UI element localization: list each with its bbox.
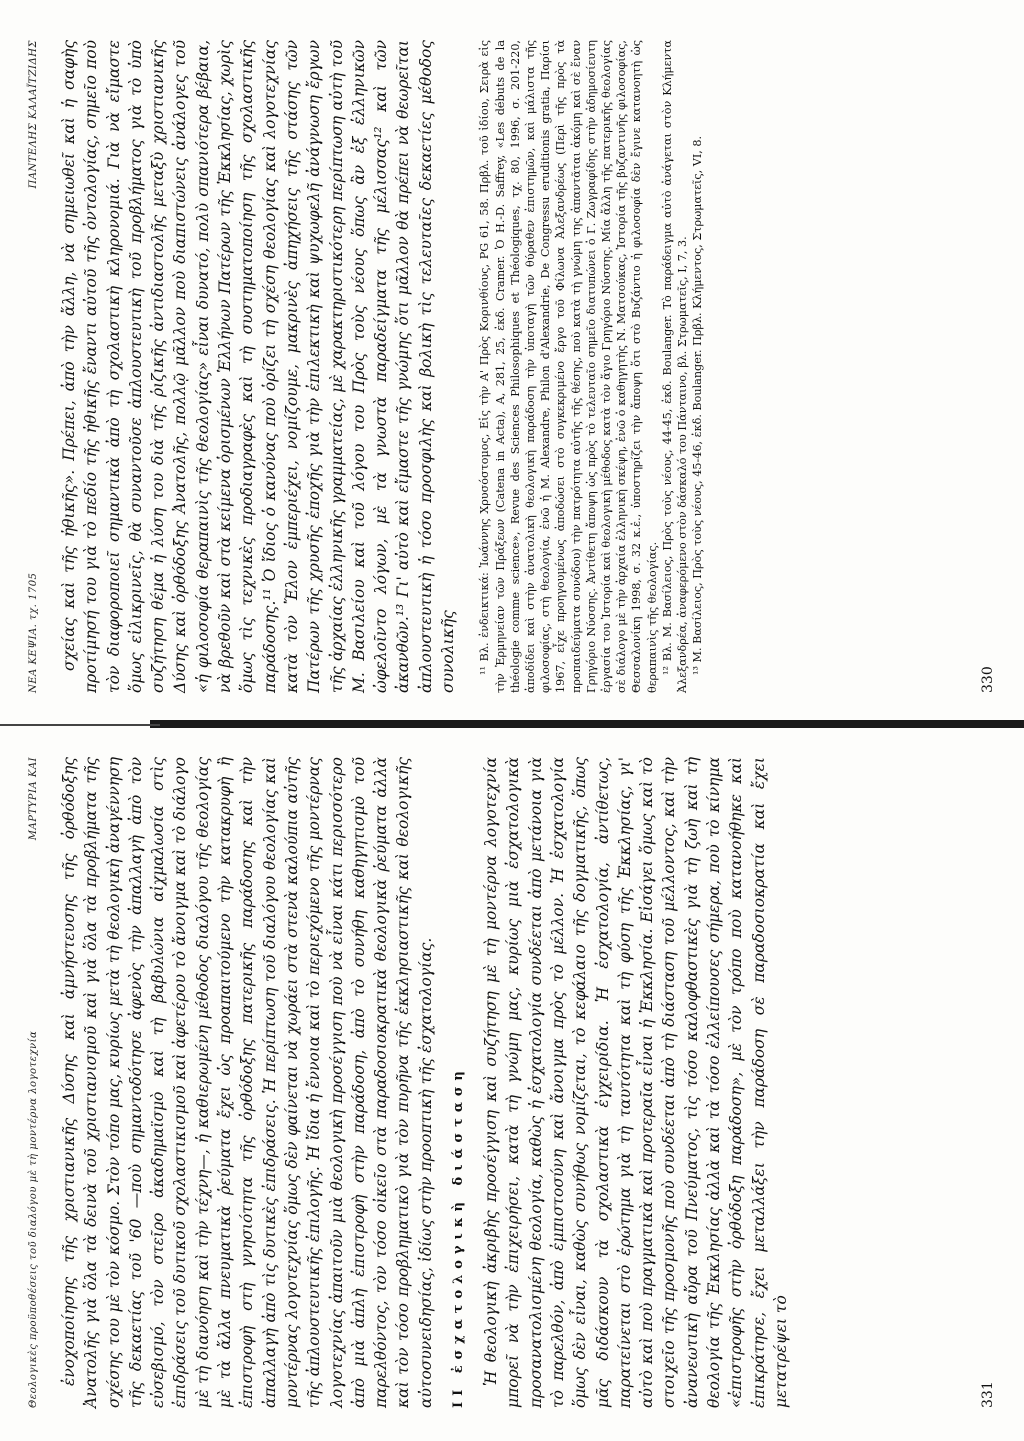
running-head-left: Θεολογικὲς προϋποθέσεις τοῦ διαλόγου μὲ τὴ μοντέρνα λογοτεχνία: [28, 1030, 39, 1408]
page-number: 331: [980, 1381, 996, 1408]
footnote-13: ¹³ Μ. Βασίλειος, Πρὸς τοὺς νέους, 45-46, ἐκδ. Boulanger. Πρβλ. Κλήμεντος, Στρωματεῖς, VI, 8.: [691, 135, 705, 675]
right-page: [28, 745, 996, 1420]
footnotes: [477, 28, 705, 705]
paragraph: σχείας καὶ τῆς ἠθικῆς». Πρέπει, ἀπὸ τὴν ἄλλη, νὰ σημειωθεῖ καὶ ἡ σαφὴς προτίμησή του γιὰ τὸ πεδίο τῆς ἠθικῆς ἔναντι αὐτοῦ τῆς ὀντολογίας, σημεῖο ποὺ τὸν διαφοροποιεῖ σημαντικὰ ἀπὸ τὴ σχολαστικὴ κληρονομιά. Γιὰ νὰ εἴμαστε ὅμως εἰλικρινεῖς, θὰ συναντοῦσε ἀπλουστευτικὴ τοῦ προβλήματος γιὰ τὸ ὑπὸ συζήτηση θέμα ἡ λύση του διὰ τῆς ῥιζικῆς ἀντιδιαστολῆς μεταξὺ χριστιανικῆς Δύσης καὶ ὀρθόδοξης Ἀνατολῆς, πολλῷ μᾶλλον ποὺ διαπιστώνεις ἀνάλογες τοῦ «ἡ φιλοσοφία θεραπαινὶς τῆς θεολογίας» εἶναι δυνατό, πολὺ σπανιότερα βέβαια, νὰ βρεθοῦν καὶ στὰ κείμενα ὁρισμένων Ἑλλήνων Πατέρων τῆς Ἐκκλησίας, χωρὶς ὅμως τὶς τεχνικὲς προδιαγραφὲς καὶ τὴ συστηματοποίηση τῆς σχολαστικῆς παράδοσης.¹¹ Ὁ ἴδιος ὁ κανόνας ποὺ ὁρίζει τὴ σχέση θεολογίας καὶ λογοτεχνίας κατὰ τὸν Ἔλον ἐμπεριέχει, νομίζουμε, μακρινὲς ἀπηχήσεις τῆς στάσης τῶν Πατέρων τῆς χρυσῆς ἐποχῆς γιὰ τὴν ἐπιλεκτικὴ καὶ ψυχωφελῆ ἀνάγνωση ἔργων τῆς ἀρχαίας ἑλληνικῆς γραμματείας, μὲ χαρακτηριστικότερη περίπτωση αὐτὴ τοῦ Μ. Βασιλείου καὶ τοῦ λόγου του Πρὸς τοὺς νέους ὅπως ἂν ἐξ ἑλληνικῶν ὠφελοῖντο λόγων, μὲ τὰ γνωστὰ παραδείγματα τῆς μέλισσας¹² καὶ τῶν ἀκανθῶν.¹³ Γι' αὐτὸ καὶ εἴμαστε τῆς γνώμης ὅτι μᾶλλον θὰ πρέπει νὰ θεωρεῖται ἀπλουστευτικὴ ἡ τόσο προσφιλὴς καὶ βολικὴ τὶς τελευταῖες δεκαετίες μέθοδος συνολικῆς: [60, 40, 458, 693]
book-gutter: [0, 714, 1024, 734]
running-head-right: ΠΑΝΤΕΛΗΣ ΚΑΛΑΪΤΖΙΔΗΣ: [28, 40, 39, 189]
running-head: [28, 28, 54, 705]
footnote-11: ¹¹ Βλ. ἐνδεικτικά: Ἰωάννης Χρυσόστομος, Εἰς τὴν Α' Πρὸς Κορινθίους, PG 61, 58. Πρβλ. τοῦ ἰδίου, Σειρὰ εἰς τὴν Ἑρμηνείαν τῶν Πράξεων (Catena in Acta), Α, 281, 25, ἐκδ. Cramer. Ὁ H.-D. Saffrey, «Les débuts de la théologie comme science», Revue des Sciences Philosophiques et Théologiques, τχ. 80, 1996, σ. 201-220, ἀποδίδει καὶ στὴν ἀνατολικὴ θεολογικὴ παράδοση τὴν ὑποταγὴ τῶν θύραθεν ἐπιστημῶν, καὶ μάλιστα τῆς φιλοσοφίας, στὴ θεολογία, ἐνῶ ἡ M. Alexandre, Philon d'Alexandrie, De Congressu eruditionis gratia, Παρίσι 1967, εἶχε προηγουμένως ἀποδώσει στὸ συγκεκριμένο ἔργο τοῦ Φίλωνα Ἀλεξανδρέως (Περὶ τῆς πρὸς τὰ προπαιδεύματα συνόδου) τὴν πατρότητα αὐτῆς τῆς θέσης, ποὺ κατὰ τὴ γνώμη της ἀπαντᾶται ἀκόμη καὶ σὲ ἕναν Γρηγόριο Νύσσης. Ἀντίθετη ἄποψη ὡς πρὸς τὸ τελευταῖο σημεῖο διατυπώνει ὁ Γ. Ζωγραφίδης στὴν ἀδημοσίευτη ἐργασία του Ἱστορία καὶ θεολογικὴ μέθοδος κατὰ τὸν ἅγιο Γρηγόριο Νύσσης. Μία ἄλλη τῆς πατερικῆς θεολογίας σὲ διάλογο μὲ τὴν ἀρχαία ἑλληνικὴ σκέψη, ἐνῶ ὁ καθηγητὴς Ν. Ματσούκας, Ἱστορία τῆς βυζαντινῆς φιλοσοφίας, Θεσσαλονίκη 1998, σ. 32 κ.ἑ., ὑποστηρίζει τὴν ἄποψη ὅτι στὸ Βυζάντιο ἡ φιλοσοφία δὲν ἔγινε κατανοητὴ ὡς θεραπαινὶς τῆς θεολογίας.: [478, 40, 659, 693]
running-head: [28, 745, 54, 1420]
body-text: [54, 745, 437, 1420]
running-head-left: ΝΕΑ ΚΕΨΙΑ. τχ. 1705: [28, 572, 39, 693]
paragraph: Ἡ θεολογικὴ ἀκριβὴς προσέγγιση καὶ συζήτηση μὲ τὴ μοντέρνα λογοτεχνία μπορεῖ νὰ τὴν ἐπιχειρήσει, κατὰ τὴ γνώμη μας, κυρίως μιὰ ἐσχατολογικὰ προσανατολισμένη θεολογία, καθὼς ἡ ἐσχατολογία συνδέεται ἀπὸ μετάνοια γιὰ τὸ παρελθόν, ἀπὸ ἐμπιστοσύνη καὶ ἄνοιγμα πρὸς τὸ μέλλον. Ἡ ἐσχατολογία ὅμως δὲν εἶναι, καθὼς συνήθως νομίζεται, τὸ κεφάλαιο τῆς δογματικῆς, ὅπως μᾶς διδάσκουν τὰ σχολαστικὰ ἐγχειρίδια. Ἡ ἐσχατολογία, ἀντίθετως, παρατείνεται στὸ ἐρώτημα γιὰ τὴ ταυτότητα καὶ τὴ φύση τῆς Ἐκκλησίας, γι' αὐτὸ καὶ ποὺ πραγματικὰ καὶ προτεραῖα εἶναι ἡ Ἐκκλησία. Εἰσάγει ὅμως καὶ τὸ στοιχεῖο τῆς προσμονῆς ποὺ συνδέεται ἀπὸ τὴ διάσταση τοῦ μέλλοντος, καὶ τὴν ἀνανεωτικὴ αὔρα τοῦ Πνεύματος, τὶς τόσο καλοφθαστικὲς γιὰ τὴ ζωὴ καὶ τὴ θεολογία τῆς Ἐκκλησίας ἀλλὰ καὶ τὰ τόσο ἐλλείπουσες σήμερα, ποὺ τὸ κίνημα «ἐπιστροφῆς στὴν ὀρθόδοξη παράδοση», μὲ τὸν τρόπο ποὺ κατανοήθηκε καὶ ἐπικράτησε, ἔχει μεταλλάξει τὴν παράδοση σὲ παραδοσιοκρατία καὶ ἔχει μετατρέψει τὸ: [482, 757, 790, 1408]
section-heading: ΙΙ ἐσχατολογικὴ διάσταση: [451, 1065, 467, 1408]
paragraph: ἐνοχοποίησης τῆς χριστιανικῆς Δύσης καὶ ἀμνήστευσης τῆς ὀρθόδοξης Ἀνατολῆς γιὰ ὅλα τὰ δεινὰ τοῦ χριστιανισμοῦ καὶ γιὰ ὅλα τὰ προβλήματα τῆς σχέσης του μὲ τὸν κόσμο. Στὸν τόπο μας, κυρίως μετὰ τὴ θεολογικὴ ἀναγέννηση τῆς δεκαετίας τοῦ '60 —ποὺ σημαντοδότησε ἀφενὸς τὴν ἀπαλλαγὴ ἀπὸ τὸν εὐσεβισμό, τὸν στεῖρο ἀκαδημαϊσμὸ καὶ τὴ βαβυλώνια αἰχμαλωσία στὶς ἐπιδράσεις τοῦ δυτικοῦ σχολαστικισμοῦ καὶ ἀφετέρου τὸ ἄνοιγμα καὶ τὸ διάλογο μὲ τὴ διανόηση καὶ τὴν τέχνη—, ἡ καθιερωμένη μέθοδος διαλόγου τῆς θεολογίας μὲ τὰ ἄλλα πνευματικὰ ῥεύματα ἔχει ὡς προαπαιτούμενο τὴν κατακρυφὴ ἢ ἐπιστροφὴ στὴ γνησιότητα τῆς ὀρθόδοξης πατερικῆς παράδοσης καὶ τὴν ἀπαλλαγὴ ἀπὸ τὶς δυτικὲς ἐπιδράσεις. Ἡ περίπτωση τοῦ διαλόγου θεολογίας καὶ μοντέρνας λογοτεχνίας ὅμως δὲν φαίνεται νὰ χωράει στὰ στενὰ καλούπια αὐτῆς τῆς ἀπλουστευτικῆς ἐπιλογῆς. Ἡ ἴδια ἡ ἔννοια καὶ τὸ περιεχόμενο τῆς μοντέρνας λογοτεχνίας ἀπαιτοῦν μιὰ θεολογικὴ προσέγγιση ποὺ νὰ εἶναι κάτι περισσότερο ἀπὸ μιὰ ἁπλὴ ἐπιστροφὴ στὴν παράδοση, ἀπὸ τὸ συνήθη καθηγητισμὸ τοῦ παρελθόντος, τὸν τόσο οἰκεῖο στὰ παραδοσιοκρατικὰ θεολογικὰ ῥεύματα ἀλλὰ καὶ τὸν τόσο προβληματικὸ γιὰ τὸν πυρῆνα τῆς ἐκκλησιαστικῆς καὶ θεολογικῆς αὐτοσυνειδησίας, ἰδίως στὴν προοπτικὴ τῆς ἐσχατολογίας.: [60, 757, 435, 1408]
footnote-12: ¹² Βλ. Μ. Βασίλειος, Πρὸς τοὺς νέους, 44-45, ἐκδ. Boulanger. Τὸ παράδειγμα αὐτὸ ἀνάγεται στὸν Κλήμεντα Ἀλεξανδρέα, ἀναφερόμενο στὸν δάσκαλό του Πάνταινο, βλ. Στρωματεῖς, I, 7, 3.: [660, 40, 689, 693]
page-number: 330: [980, 666, 996, 693]
left-page: [28, 28, 996, 705]
gutter-line: [0, 724, 160, 726]
body-text-continued: [476, 745, 792, 1420]
body-text: [54, 28, 459, 705]
gutter-shadow: [150, 720, 1024, 728]
running-head-right: ΜΑΡΤΥΡΙΑ ΚΑΙ: [28, 757, 39, 841]
